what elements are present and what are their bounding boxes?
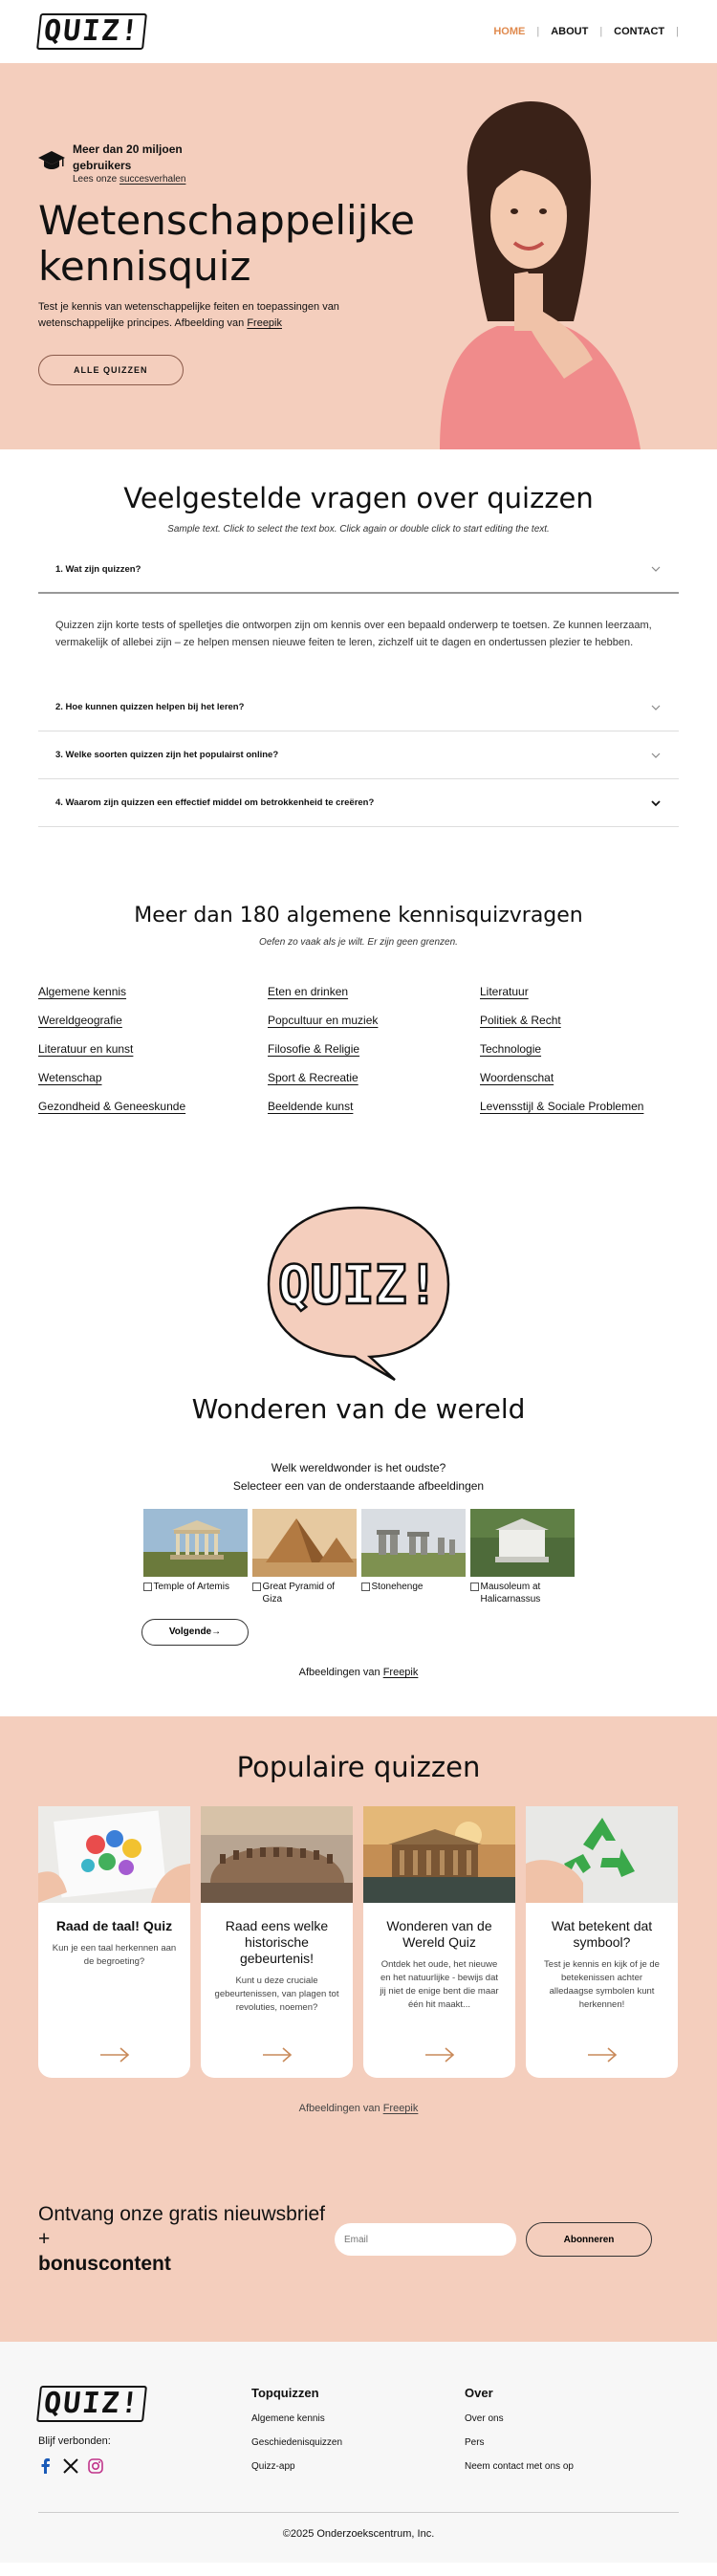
chevron-down-icon <box>650 750 662 761</box>
category-link[interactable]: Beeldende kunst <box>268 1100 354 1113</box>
faq-item-1[interactable] <box>38 546 679 594</box>
footer-link[interactable]: Algemene kennis <box>251 2413 325 2424</box>
site-logo[interactable]: QUIZ! <box>36 13 147 50</box>
recycling-symbol-image <box>526 1806 678 1903</box>
arrow-right-icon[interactable] <box>99 2047 130 2063</box>
categories-title: Meer dan 180 algemene kennisquizvragen <box>134 904 583 928</box>
card-text: Kun je een taal herkennen aan de begroeting? <box>52 1943 177 1967</box>
subscribe-button[interactable]: Abonneren <box>526 2222 652 2257</box>
quiz-speech-bubble-illustration <box>263 1202 454 1384</box>
faq-item-4[interactable] <box>38 779 679 827</box>
category-link[interactable]: Gezondheid & Geneeskunde <box>38 1100 186 1113</box>
category-link[interactable]: Popcultuur en muziek <box>268 1014 379 1027</box>
user-count-badge <box>38 142 402 185</box>
category-link[interactable]: Filosofie & Religie <box>268 1042 360 1056</box>
footer-link[interactable]: Geschiedenisquizzen <box>251 2437 343 2448</box>
category-link[interactable]: Literatuur en kunst <box>38 1042 134 1056</box>
instagram-icon[interactable] <box>88 2458 103 2474</box>
faq-section <box>0 449 717 846</box>
faq-item-3[interactable] <box>38 731 679 779</box>
hero-section <box>0 63 717 449</box>
categories-section <box>0 846 717 1145</box>
category-link[interactable]: Technologie <box>480 1042 542 1056</box>
image-credit: Afbeeldingen van Freepik <box>298 2103 419 2114</box>
footer-link[interactable]: Over ons <box>465 2413 504 2424</box>
footer-link[interactable]: Neem contact met ons op <box>465 2461 574 2472</box>
follow-label: Blijf verbonden: <box>38 2435 111 2447</box>
hero-title: Wetenschappelijke kennisquiz <box>38 197 415 290</box>
faq-question: 2. Hoe kunnen quizzen helpen bij het leren? <box>55 702 245 712</box>
mausoleum-image <box>470 1509 575 1577</box>
wonders-title: Wonderen van de wereld <box>191 1393 526 1425</box>
checkbox[interactable] <box>143 1583 152 1591</box>
newsletter-section <box>0 2175 717 2342</box>
option-label[interactable]: Mausoleum at Halicarnassus <box>470 1581 575 1605</box>
wonder-option[interactable] <box>252 1509 357 1605</box>
quiz-card[interactable] <box>526 1806 678 2078</box>
world-wonder-image <box>363 1806 515 1903</box>
quiz-cards <box>38 1806 679 2078</box>
category-grid <box>38 982 679 1116</box>
category-link[interactable]: Woordenschat <box>480 1071 554 1084</box>
nav-separator: | <box>676 26 679 37</box>
category-link[interactable]: Wereldgeografie <box>38 1014 122 1027</box>
badge-subtitle: Lees onze succesverhalen <box>73 174 186 185</box>
card-text: Ontdek het oude, het nieuwe en het natuurlijke - bewijs dat jij niet de enige bent die maar één hit maakt... <box>380 1959 499 2010</box>
image-credit: Afbeeldingen van Freepik <box>298 1667 419 1678</box>
checkbox[interactable] <box>470 1583 479 1591</box>
card-title: Wonderen van de Wereld Quiz <box>386 1918 492 1950</box>
success-stories-link[interactable]: succesverhalen <box>119 174 186 185</box>
faq-question: 3. Welke soorten quizzen zijn het populairst online? <box>55 750 279 760</box>
main-nav <box>493 26 679 37</box>
site-header <box>0 0 717 63</box>
newsletter-title: Ontvang onze gratis nieuwsbrief + bonuscontent <box>38 2203 325 2275</box>
category-link[interactable]: Wetenschap <box>38 1071 102 1084</box>
hero-text: Test je kennis van wetenschappelijke feiten en toepassingen van wetenschappelijke principes. Afbeelding van Freepik <box>38 301 339 329</box>
badge-title: Meer dan 20 miljoen gebruikers <box>73 142 183 172</box>
wonder-option[interactable] <box>143 1509 248 1605</box>
bubble-text: QUIZ! <box>277 1255 440 1317</box>
faq-question: 1. Wat zijn quizzen? <box>55 563 141 575</box>
wonder-option[interactable] <box>361 1509 466 1605</box>
option-label[interactable]: Stonehenge <box>361 1581 466 1593</box>
site-footer <box>0 2342 717 2563</box>
footer-link[interactable]: Quizz-app <box>251 2461 295 2472</box>
hero-content <box>38 142 415 385</box>
category-link[interactable]: Literatuur <box>480 985 529 998</box>
footer-col-title: Over <box>465 2386 493 2400</box>
category-link[interactable]: Sport & Recreatie <box>268 1071 358 1084</box>
card-text: Kunt u deze cruciale gebeurtenissen, van plagen tot revoluties, noemen? <box>214 1976 339 2013</box>
chevron-down-icon <box>650 702 662 713</box>
wonder-option[interactable] <box>470 1509 575 1605</box>
facebook-icon[interactable] <box>38 2458 54 2474</box>
checkbox[interactable] <box>252 1583 261 1591</box>
footer-col-title: Topquizzen <box>251 2386 319 2400</box>
faq-answer: Quizzen zijn korte tests of spelletjes die ontworpen zijn om kennis over een bepaald onderwerp te toetsen. Ze kunnen leerzaam, vermakelijk of allebei zijn – ze helpen mensen nieuwe feiten te leren, zichzelf uit te dagen en ondertussen plezier te hebben. <box>55 620 652 648</box>
faq-item-2[interactable] <box>38 684 679 731</box>
category-link[interactable]: Algemene kennis <box>38 985 127 998</box>
chevron-down-icon <box>650 563 662 575</box>
option-label[interactable]: Great Pyramid of Giza <box>252 1581 357 1605</box>
category-link[interactable]: Eten en drinken <box>268 985 349 998</box>
category-link[interactable]: Politiek & Recht <box>480 1014 561 1027</box>
card-title: Raad eens welke historische gebeurtenis! <box>225 1918 329 1966</box>
nav-separator: | <box>536 26 540 37</box>
freepik-link[interactable]: Freepik <box>382 2103 419 2114</box>
wonders-question: Welk wereldwonder is het oudste? Selecteer een van de onderstaande afbeeldingen <box>232 1461 485 1493</box>
copyright: ©2025 Onderzoekscentrum, Inc. <box>38 2512 679 2563</box>
next-button[interactable]: Volgende→ <box>141 1619 249 1646</box>
x-twitter-icon[interactable] <box>63 2458 78 2474</box>
nav-contact[interactable]: CONTACT <box>614 26 665 37</box>
footer-brand <box>38 2386 251 2474</box>
chevron-down-icon <box>650 797 662 809</box>
popular-quizzes-section <box>0 1716 717 2175</box>
language-quiz-image <box>38 1806 190 1903</box>
social-links <box>38 2458 251 2474</box>
faq-subtitle: Sample text. Click to select the text box. Click again or double click to start editing the text. <box>167 524 550 535</box>
arrow-right-icon[interactable] <box>262 2047 293 2063</box>
nav-home[interactable]: HOME <box>493 26 526 37</box>
card-title: Raad de taal! Quiz <box>55 1918 173 1933</box>
great-pyramid-image <box>252 1509 357 1577</box>
temple-of-artemis-image <box>143 1509 248 1577</box>
wonders-quiz-section <box>0 1145 717 1716</box>
freepik-link[interactable]: Freepik <box>247 317 282 329</box>
freepik-link[interactable]: Freepik <box>382 1667 419 1678</box>
checkbox[interactable] <box>361 1583 370 1591</box>
quiz-card[interactable] <box>201 1806 353 2078</box>
nav-separator: | <box>599 26 603 37</box>
footer-col-top-quizzes <box>251 2386 465 2474</box>
card-title: Wat betekent dat symbool? <box>551 1918 653 1950</box>
categories-subtitle: Oefen zo vaak als je wilt. Er zijn geen grenzen. <box>259 937 458 948</box>
arrow-right-icon[interactable] <box>587 2047 618 2063</box>
popular-title: Populaire quizzen <box>236 1751 481 1783</box>
option-label[interactable]: Temple of Artemis <box>143 1581 248 1593</box>
stonehenge-image <box>361 1509 466 1577</box>
footer-col-about <box>465 2386 678 2474</box>
footer-link[interactable]: Pers <box>465 2437 485 2448</box>
faq-question: 4. Waarom zijn quizzen een effectief middel om betrokkenheid te creëren? <box>55 797 375 808</box>
quiz-card[interactable] <box>38 1806 190 2078</box>
faq-title: Veelgestelde vragen over quizzen <box>123 482 594 514</box>
card-text: Test je kennis en kijk of je de betekenissen achter alledaagse symbolen kunt herkennen! <box>544 1959 660 2010</box>
colosseum-image <box>201 1806 353 1903</box>
all-quizzes-button[interactable]: ALLE QUIZZEN <box>38 355 184 385</box>
nav-about[interactable]: ABOUT <box>551 26 589 37</box>
quiz-card[interactable] <box>363 1806 515 2078</box>
wonder-options <box>0 1509 717 1605</box>
footer-logo[interactable]: QUIZ! <box>36 2386 147 2422</box>
graduation-cap-icon <box>38 149 65 179</box>
arrow-right-icon[interactable] <box>424 2047 455 2063</box>
category-link[interactable]: Levensstijl & Sociale Problemen <box>480 1100 644 1113</box>
hero-woman-image <box>402 101 650 449</box>
email-input[interactable] <box>335 2223 516 2256</box>
